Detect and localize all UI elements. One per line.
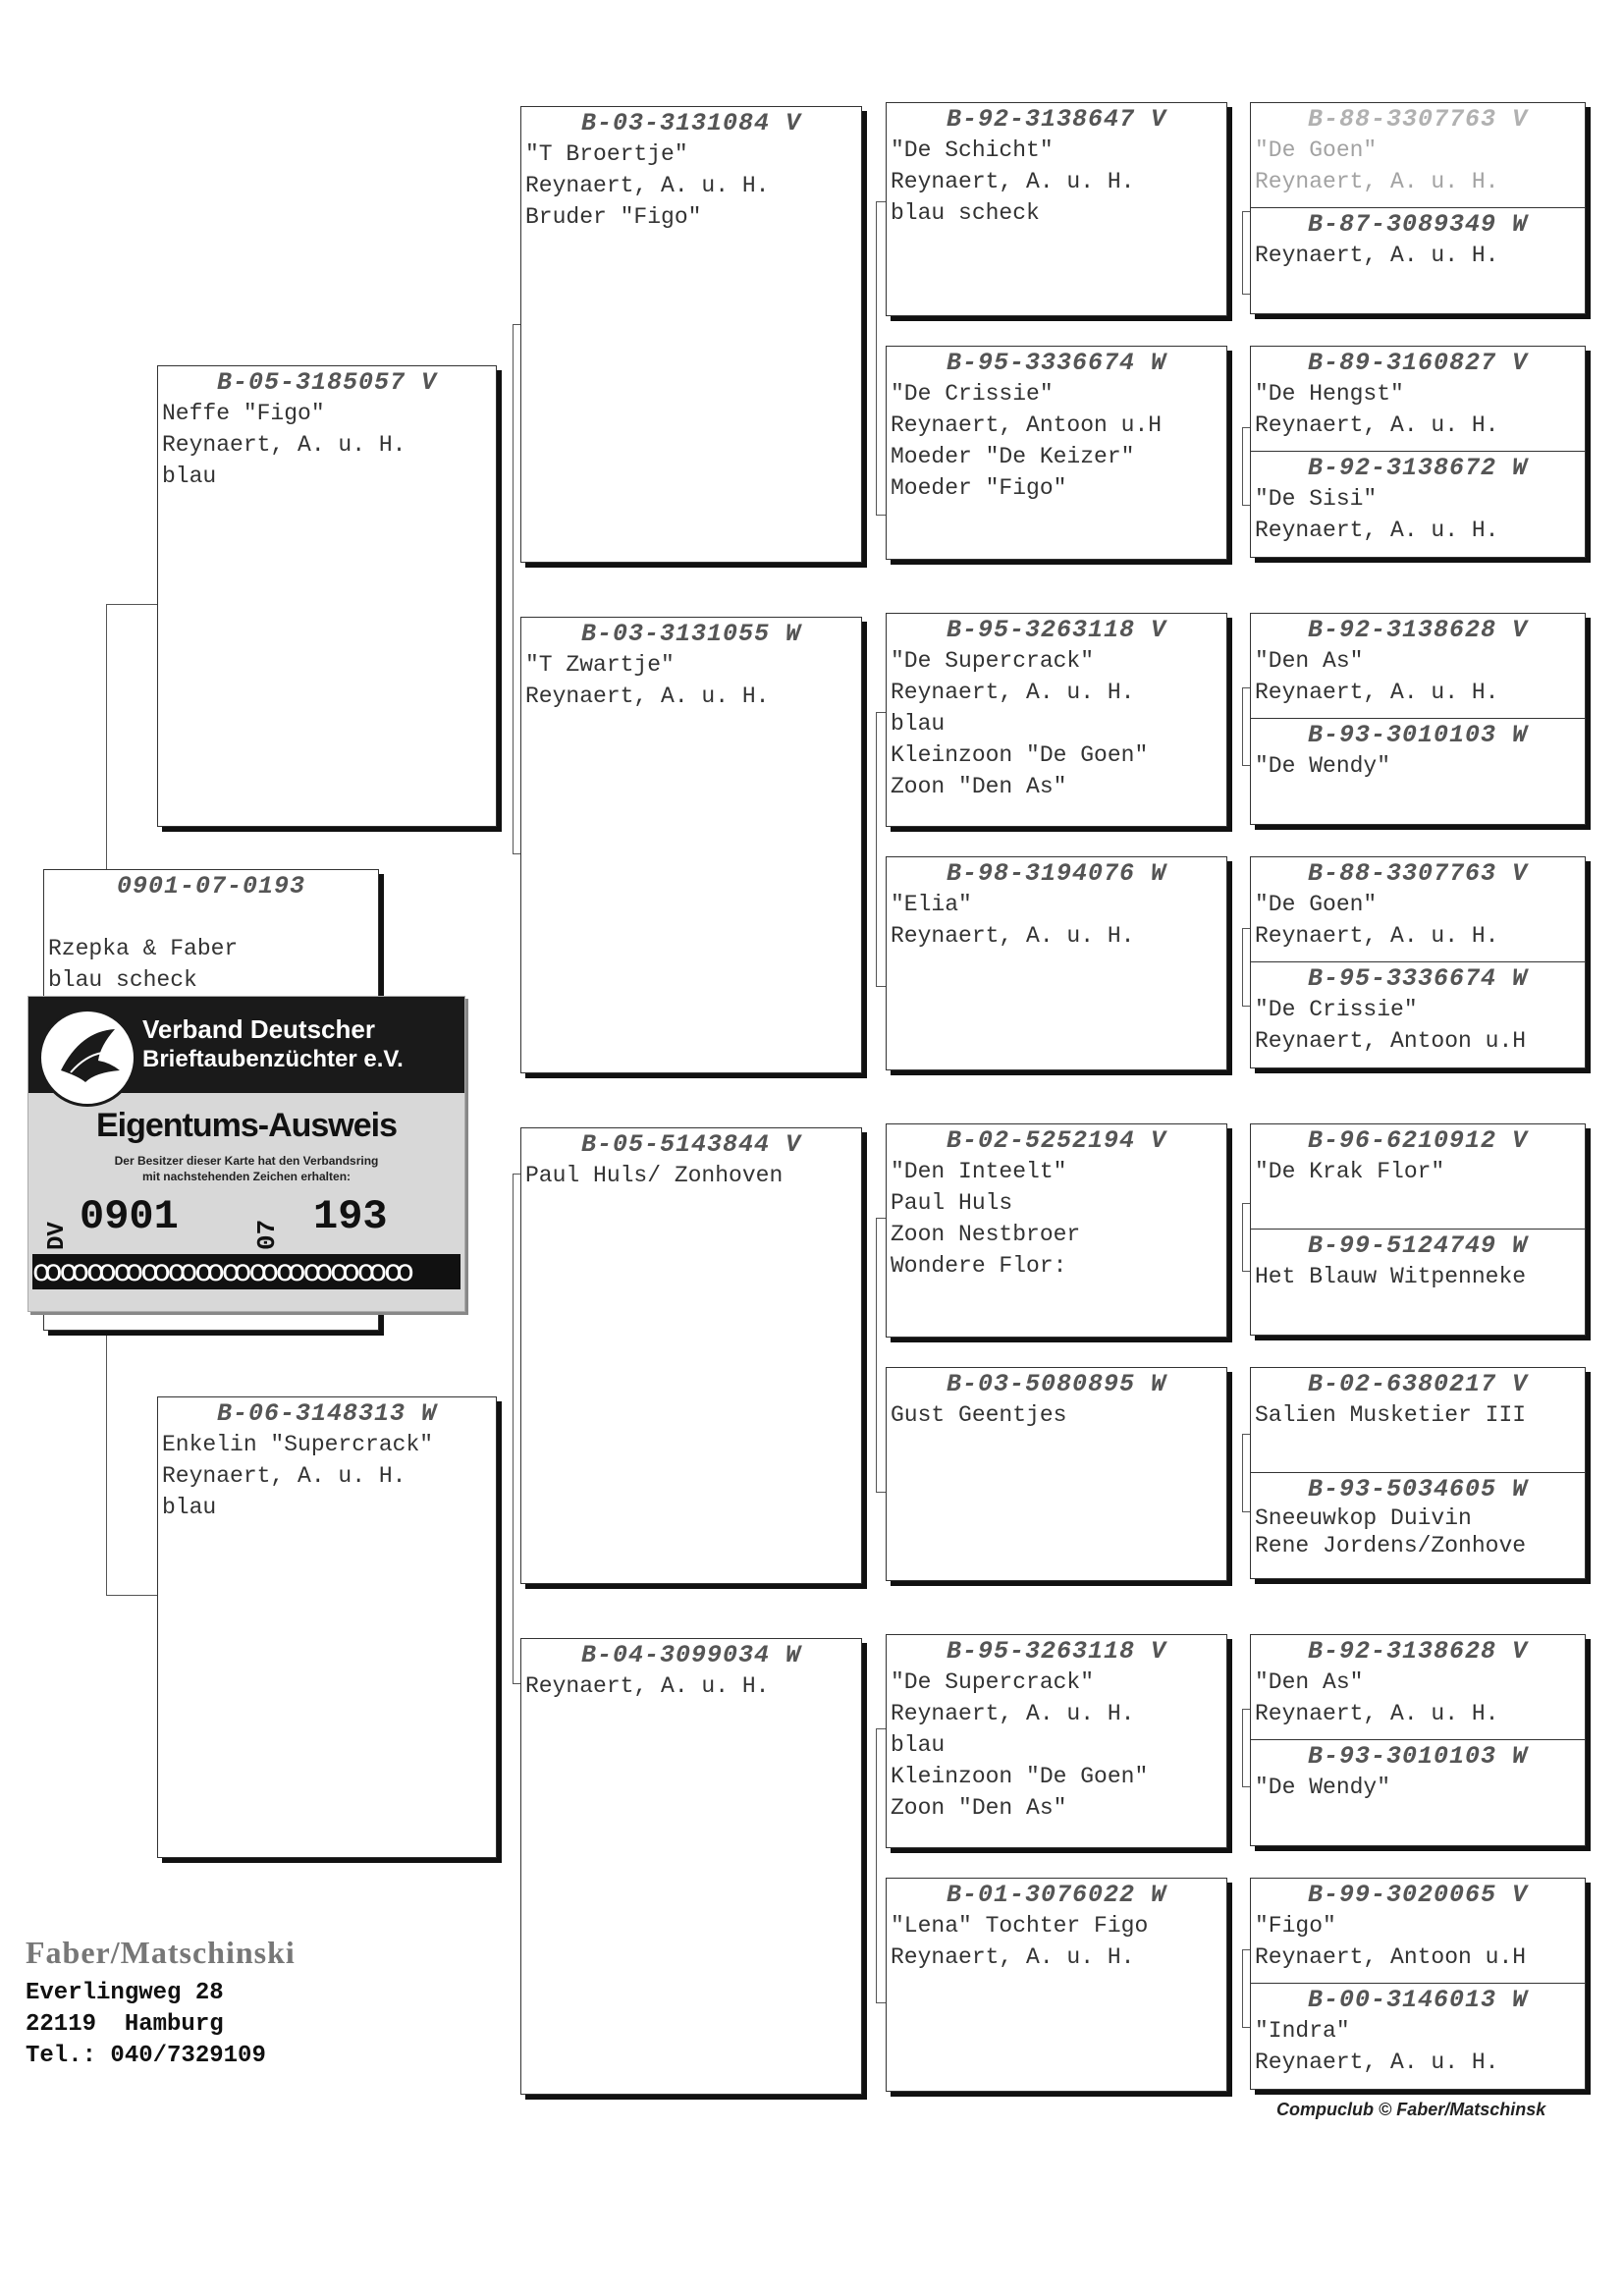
great-grandparent-line: "Den Inteelt" xyxy=(891,1159,1067,1184)
great-grandparent-line: Zoon "Den As" xyxy=(891,774,1067,799)
connector-ggp4 xyxy=(1242,928,1250,1007)
grandparent-ring: B-03-3131055 W xyxy=(580,620,802,648)
gen4-line: "De Krak Flor" xyxy=(1255,1159,1445,1184)
connector-ggp7 xyxy=(1242,1709,1250,1787)
gen4-pair-box xyxy=(1250,613,1586,825)
breeder-street: Everlingweg 28 xyxy=(26,1980,224,2006)
great-grandparent-line: "Lena" Tochter Figo xyxy=(891,1913,1149,1939)
gen4-lower xyxy=(1251,207,1585,313)
gen4-ring: B-93-5034605 W xyxy=(1307,1475,1529,1503)
grandparent-line: Reynaert, A. u. H. xyxy=(525,1673,770,1699)
great-grandparent-ring: B-98-3194076 W xyxy=(946,859,1167,888)
gen4-line: "De Sisi" xyxy=(1255,486,1378,512)
great-grandparent-box xyxy=(886,346,1227,560)
sire-line: Neffe "Figo" xyxy=(162,401,325,426)
grandparent-box xyxy=(520,617,862,1073)
gen4-ring: B-99-3020065 V xyxy=(1307,1881,1529,1909)
great-grandparent-line: Reynaert, A. u. H. xyxy=(891,680,1135,705)
dam-line: Reynaert, A. u. H. xyxy=(162,1463,406,1489)
great-grandparent-ring: B-95-3263118 V xyxy=(946,1637,1167,1666)
gen4-ring: B-00-3146013 W xyxy=(1307,1986,1529,2014)
great-grandparent-ring: B-95-3263118 V xyxy=(946,616,1167,644)
gen4-upper xyxy=(1251,857,1585,961)
gen4-ring: B-02-6380217 V xyxy=(1307,1370,1529,1398)
card-ring-number: 193 xyxy=(313,1193,388,1240)
great-grandparent-box xyxy=(886,613,1227,827)
grandparent-line: Paul Huls/ Zonhoven xyxy=(525,1163,784,1188)
card-year: 07 xyxy=(252,1219,282,1250)
great-grandparent-line: "De Supercrack" xyxy=(891,648,1095,674)
great-grandparent-line: "De Crissie" xyxy=(891,381,1054,407)
great-grandparent-line: blau scheck xyxy=(891,200,1040,226)
gen4-ring: B-88-3307763 V xyxy=(1307,105,1529,134)
great-grandparent-line: Gust Geentjes xyxy=(891,1402,1067,1428)
card-org-line2: Brieftaubenzüchter e.V. xyxy=(142,1046,404,1072)
great-grandparent-line: Reynaert, A. u. H. xyxy=(891,1701,1135,1726)
ownership-card xyxy=(27,996,465,1312)
gen4-upper xyxy=(1251,1368,1585,1472)
pigeon-color: blau scheck xyxy=(48,967,197,993)
great-grandparent-line: Paul Huls xyxy=(891,1190,1013,1216)
gen4-pair-box xyxy=(1250,346,1586,558)
great-grandparent-line: "De Supercrack" xyxy=(891,1669,1095,1695)
gen4-pair-box xyxy=(1250,1878,1586,2090)
gen4-line: "Figo" xyxy=(1255,1913,1336,1939)
great-grandparent-line: blau xyxy=(891,711,946,737)
gen4-upper xyxy=(1251,1879,1585,1983)
gen4-pair-box xyxy=(1250,102,1586,314)
gen4-pair-box xyxy=(1250,1123,1586,1336)
gen4-line: Salien Musketier III xyxy=(1255,1402,1527,1428)
gen4-line: Reynaert, A. u. H. xyxy=(1255,243,1499,268)
gen4-line: Reynaert, A. u. H. xyxy=(1255,1701,1499,1726)
card-dv: DV xyxy=(44,1222,71,1250)
gen4-line: Reynaert, A. u. H. xyxy=(1255,2050,1499,2075)
gen4-line: Reynaert, A. u. H. xyxy=(1255,518,1499,543)
gen4-ring: B-99-5124749 W xyxy=(1307,1231,1529,1260)
great-grandparent-line: Kleinzoon "De Goen" xyxy=(891,742,1149,768)
grandparent-line: Bruder "Figo" xyxy=(525,204,702,230)
connector-ggp3 xyxy=(1242,687,1250,766)
gen4-ring: B-87-3089349 W xyxy=(1307,210,1529,239)
connector-ggp6 xyxy=(1242,1434,1250,1512)
gen4-line: Het Blauw Witpenneke xyxy=(1255,1264,1527,1289)
sire-line: Reynaert, A. u. H. xyxy=(162,432,406,458)
sire-line: blau xyxy=(162,464,217,489)
gen4-ring: B-93-3010103 W xyxy=(1307,1742,1529,1771)
gen4-line: "Indra" xyxy=(1255,2018,1350,2044)
gen4-line: Sneeuwkop Duivin xyxy=(1255,1505,1472,1531)
card-number: 0901 xyxy=(80,1193,179,1240)
dam-box xyxy=(157,1396,497,1858)
card-note-line2: mit nachstehenden Zeichen erhalten: xyxy=(141,1170,352,1183)
breeder-name: Faber/Matschinski xyxy=(26,1935,296,1970)
grandparent-line: Reynaert, A. u. H. xyxy=(525,683,770,709)
grandparent-box xyxy=(520,1127,862,1584)
great-grandparent-line: Reynaert, Antoon u.H xyxy=(891,412,1163,438)
great-grandparent-line: Moeder "Figo" xyxy=(891,475,1067,501)
grandparent-box xyxy=(520,1638,862,2095)
gen4-line: Reynaert, A. u. H. xyxy=(1255,923,1499,949)
gen4-lower xyxy=(1251,1229,1585,1335)
pigeon-ring: 0901-07-0193 xyxy=(116,872,306,901)
great-grandparent-line: Zoon Nestbroer xyxy=(891,1222,1081,1247)
gen4-line: "De Wendy" xyxy=(1255,753,1391,779)
gen4-lower xyxy=(1251,961,1585,1067)
gen4-ring: B-92-3138672 W xyxy=(1307,454,1529,482)
gen4-line: "De Goen" xyxy=(1255,137,1378,163)
great-grandparent-line: Zoon "Den As" xyxy=(891,1795,1067,1821)
gen4-ring: B-93-3010103 W xyxy=(1307,721,1529,749)
great-grandparent-line: "De Schicht" xyxy=(891,137,1054,163)
gen4-line: Reynaert, A. u. H. xyxy=(1255,412,1499,438)
connector-gp2 xyxy=(876,712,886,987)
connector-ggp1 xyxy=(1242,211,1250,295)
breeder-phone: Tel.: 040/7329109 xyxy=(26,2043,266,2069)
great-grandparent-line: Kleinzoon "De Goen" xyxy=(891,1764,1149,1789)
gen4-line: "De Hengst" xyxy=(1255,381,1404,407)
software-credit: Compuclub © Faber/Matschinsk xyxy=(1276,2100,1546,2119)
great-grandparent-box xyxy=(886,1123,1227,1338)
gen4-upper xyxy=(1251,614,1585,718)
great-grandparent-line: Reynaert, A. u. H. xyxy=(891,923,1135,949)
gen4-line: Reynaert, A. u. H. xyxy=(1255,680,1499,705)
gen4-line: "De Crissie" xyxy=(1255,997,1418,1022)
gen4-lower xyxy=(1251,1739,1585,1845)
great-grandparent-ring: B-95-3336674 W xyxy=(946,349,1167,377)
breeder-city: 22119 Hamburg xyxy=(26,2011,224,2038)
grandparent-ring: B-05-5143844 V xyxy=(580,1130,802,1159)
grandparent-line: Reynaert, A. u. H. xyxy=(525,173,770,198)
gen4-upper xyxy=(1251,1124,1585,1229)
gen4-lower xyxy=(1251,451,1585,557)
gen4-ring: B-92-3138628 V xyxy=(1307,1637,1529,1666)
grandparent-box xyxy=(520,106,862,563)
great-grandparent-box xyxy=(886,102,1227,316)
card-org-line1: Verband Deutscher xyxy=(142,1014,375,1044)
great-grandparent-line: Moeder "De Keizer" xyxy=(891,444,1135,469)
great-grandparent-ring: B-02-5252194 V xyxy=(946,1126,1167,1155)
dam-ring: B-06-3148313 W xyxy=(216,1399,438,1428)
great-grandparent-box xyxy=(886,1878,1227,2092)
sire-ring: B-05-3185057 V xyxy=(216,368,438,397)
connector-gp3 xyxy=(876,1218,886,1493)
great-grandparent-ring: B-01-3076022 W xyxy=(946,1881,1167,1909)
gen4-upper xyxy=(1251,1635,1585,1739)
gen4-line: Reynaert, Antoon u.H xyxy=(1255,1028,1527,1054)
pigeon-owner: Rzepka & Faber xyxy=(48,936,239,961)
pigeon-spacer xyxy=(44,902,378,933)
great-grandparent-line: blau xyxy=(891,1732,946,1758)
connector-ggp8 xyxy=(1242,1949,1250,2028)
connector-gp1 xyxy=(876,201,886,516)
dove-logo-icon xyxy=(38,1009,136,1107)
great-grandparent-line: "Elia" xyxy=(891,892,972,917)
gen4-pair-box xyxy=(1250,856,1586,1068)
dam-line: blau xyxy=(162,1495,217,1520)
grandparent-ring: B-04-3099034 W xyxy=(580,1641,802,1669)
great-grandparent-line: Reynaert, A. u. H. xyxy=(891,169,1135,194)
gen4-lower xyxy=(1251,1472,1585,1578)
gen4-ring: B-89-3160827 V xyxy=(1307,349,1529,377)
dam-line: Enkelin "Supercrack" xyxy=(162,1432,434,1457)
card-title: Eigentums-Ausweis xyxy=(95,1107,398,1144)
card-note-line1: Der Besitzer dieser Karte hat den Verbandsring xyxy=(114,1154,379,1168)
gen4-lower xyxy=(1251,1983,1585,2089)
connector-ggp5 xyxy=(1242,1203,1250,1272)
gen4-line: "De Goen" xyxy=(1255,892,1378,917)
grandparent-line: "T Zwartje" xyxy=(525,652,675,678)
great-grandparent-ring: B-92-3138647 V xyxy=(946,105,1167,134)
connector-gp4 xyxy=(876,1728,886,2003)
grandparent-line: "T Broertje" xyxy=(525,141,688,167)
great-grandparent-box xyxy=(886,1367,1227,1581)
gen4-ring: B-88-3307763 V xyxy=(1307,859,1529,888)
grandparent-ring: B-03-3131084 V xyxy=(580,109,802,137)
gen4-upper xyxy=(1251,103,1585,207)
great-grandparent-box xyxy=(886,856,1227,1070)
gen4-pair-box xyxy=(1250,1367,1586,1579)
gen4-line: Rene Jordens/Zonhove xyxy=(1255,1533,1527,1558)
card-pattern: ꝏꝏꝏꝏꝏꝏꝏꝏꝏꝏꝏꝏꝏꝏ xyxy=(32,1254,460,1289)
sire-box xyxy=(157,365,497,827)
gen4-line: "De Wendy" xyxy=(1255,1775,1391,1800)
great-grandparent-line: Wondere Flor: xyxy=(891,1253,1067,1279)
gen4-upper xyxy=(1251,347,1585,451)
gen4-line: Reynaert, A. u. H. xyxy=(1255,169,1499,194)
great-grandparent-line: Reynaert, A. u. H. xyxy=(891,1944,1135,1970)
gen4-ring: B-96-6210912 V xyxy=(1307,1126,1529,1155)
connector-ggp2 xyxy=(1242,427,1250,506)
great-grandparent-box xyxy=(886,1634,1227,1848)
gen4-line: "Den As" xyxy=(1255,648,1364,674)
gen4-line: "Den As" xyxy=(1255,1669,1364,1695)
gen4-ring: B-92-3138628 V xyxy=(1307,616,1529,644)
gen4-ring: B-95-3336674 W xyxy=(1307,964,1529,993)
gen4-pair-box xyxy=(1250,1634,1586,1846)
gen4-line: Reynaert, Antoon u.H xyxy=(1255,1944,1527,1970)
great-grandparent-ring: B-03-5080895 W xyxy=(946,1370,1167,1398)
gen4-lower xyxy=(1251,718,1585,824)
